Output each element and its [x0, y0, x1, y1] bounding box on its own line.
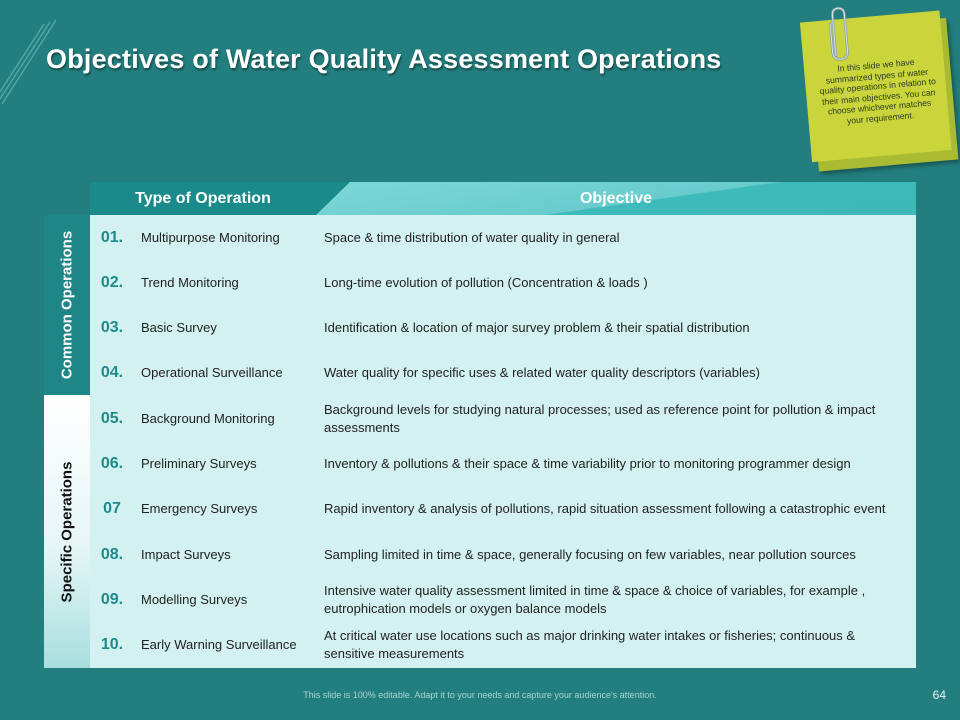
table-row	[90, 532, 916, 577]
table-row	[90, 441, 916, 486]
operation-type: Trend Monitoring	[141, 275, 239, 290]
row-number: 08.	[100, 545, 124, 563]
page-title: Objectives of Water Quality Assessment Operations	[46, 44, 722, 74]
row-number: 02.	[100, 273, 124, 291]
operation-type: Background Monitoring	[141, 411, 275, 426]
operation-objective: At critical water use locations such as major drinking water intakes or fisheries; continuous & sensitive measurements	[324, 627, 856, 661]
table-body	[90, 215, 916, 668]
operation-objective: Identification & location of major survey problem & their spatial distribution	[324, 319, 750, 335]
table-row	[90, 622, 916, 667]
sticky-note-text: In this slide we have summarized types of water quality operations in relation to their main objectives. You can choose whichever matches your requirement.	[819, 56, 937, 126]
operation-type: Multipurpose Monitoring	[141, 230, 280, 245]
row-number: 09.	[100, 590, 124, 608]
table-row	[90, 486, 916, 531]
operation-objective: Rapid inventory & analysis of pollutions, rapid situation assessment following a catastrophic event	[324, 500, 886, 516]
operation-type: Emergency Surveys	[141, 501, 258, 516]
operation-objective: Intensive water quality assessment limited in time & space & choice of variables, for example , eutrophication models or oxygen balance models	[324, 582, 866, 616]
row-number: 05.	[100, 409, 124, 427]
group-label-common: Common Operations	[58, 230, 76, 380]
sticky-note	[800, 10, 958, 168]
group-common-operations	[44, 215, 90, 395]
row-number: 07	[103, 499, 121, 517]
row-number: 10.	[100, 635, 124, 653]
paperclip-icon	[823, 4, 856, 64]
row-number: 03.	[100, 318, 124, 336]
row-number: 01.	[100, 228, 124, 246]
operation-type: Early Warning Surveillance	[141, 637, 297, 652]
operation-type: Operational Surveillance	[141, 365, 283, 380]
table-row	[90, 215, 916, 260]
group-specific-operations	[44, 395, 90, 668]
table-row	[90, 260, 916, 305]
page-number: 64	[932, 688, 946, 702]
table-row	[90, 577, 916, 622]
group-label-specific: Specific Operations	[58, 461, 76, 602]
table-row	[90, 396, 916, 441]
footer-note: This slide is 100% editable. Adapt it to your needs and capture your audience's attention.	[303, 690, 657, 700]
operation-objective: Sampling limited in time & space, generally focusing on few variables, near pollution sources	[324, 546, 856, 562]
row-number: 06.	[100, 454, 124, 472]
header-type-of-operation: Type of Operation	[90, 182, 316, 215]
operations-table	[44, 182, 916, 668]
operation-objective: Inventory & pollutions & their space & time variability prior to monitoring programmer design	[324, 455, 851, 471]
operation-objective: Background levels for studying natural processes; used as reference point for pollution & impact assessments	[324, 401, 876, 435]
table-row	[90, 350, 916, 395]
operation-type: Modelling Surveys	[141, 592, 248, 607]
operation-objective: Long-time evolution of pollution (Concentration & loads )	[324, 274, 648, 290]
header-objective: Objective	[316, 182, 916, 215]
operation-type: Basic Survey	[141, 320, 217, 335]
row-number: 04.	[100, 363, 124, 381]
table-row	[90, 305, 916, 350]
operation-objective: Water quality for specific uses & related water quality descriptors (variables)	[324, 364, 760, 380]
operation-type: Impact Surveys	[141, 547, 231, 562]
operation-objective: Space & time distribution of water quality in general	[324, 229, 620, 245]
operation-type: Preliminary Surveys	[141, 456, 257, 471]
